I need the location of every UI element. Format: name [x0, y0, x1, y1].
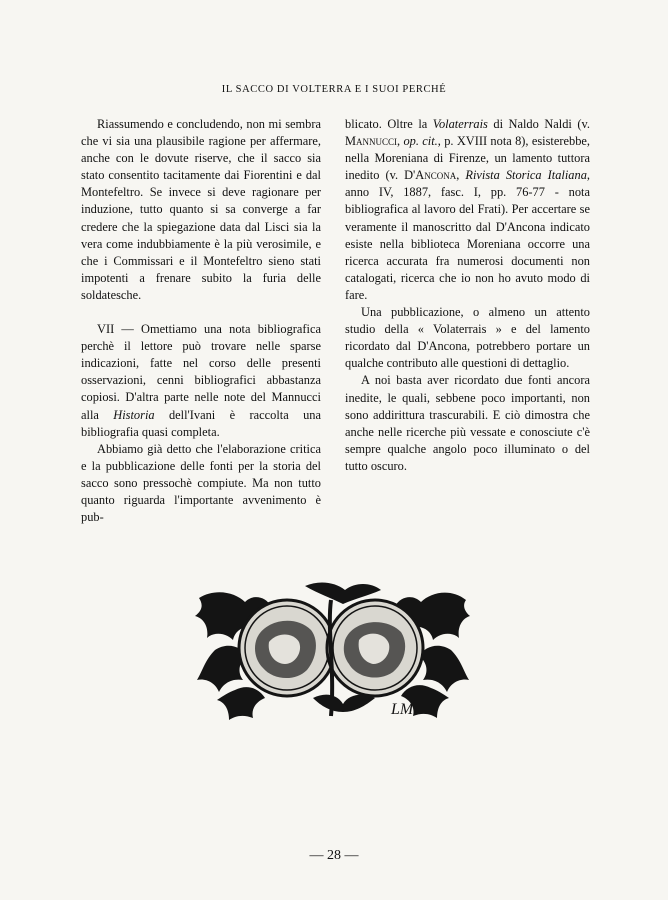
paragraph-bibliography: VII — Omettiamo una nota bibliografica perchè il lettore può trovare nelle sparse indicazioni, fatte nel corso delle presenti osservazioni, cenni bibliografici abbastanza copiosi. D'altra parte nelle note del Mannucci alla Historia dell'Ivani è raccolta una bibliografia quasi completa. [81, 322, 322, 439]
artist-monogram: LM [391, 701, 414, 718]
paragraph-conclusion: Riassumendo e concludendo, non mi sembra che vi sia una plausibile ragione per affermare, anche con le dovute riserve, che il sacco sia stato consentito tacitamente dai Fiorentini e dal Montefeltro. Se invece si deve ragionare per induzione, tutto quanto si sa converge a far credere che la spiegazione data dal Lisci sia la vera come indubbiamente è la più verosimile, e che i Commissari e il Montefeltro sieno stati impotenti a frenare subito la furia delle soldatesche. [81, 117, 321, 302]
paragraph-closing: A noi basta aver ricordato due fonti ancora inedite, le quali, sebbene poco importanti, non sono addirittura trascurabili. E ciò dimostra che anche nelle ricerche più vessate e conosciute c'è sempre qualche angolo poco illuminato o del tutto oscuro. [345, 373, 590, 473]
paragraph-publication: Una pubblicazione, o almeno un attento studio della « Volaterrais » e del lamento ricordato dal D'Ancona, potrebbero portare un qualche contributo alle questioni di dettaglio. [345, 305, 590, 371]
paragraph-volaterrais: blicato. Oltre la Volaterrais di Naldo Naldi (v. Mannucci, op. cit., p. XVIII nota 8), esisterebbe, nella Moreniana di Firenze, un lamento tuttora inedito (v. D'Ancona, Rivista Storica Italiana, anno IV, 1887, fasc. I, pp. 76-77 - nota bibliografica al lavoro del Frati). Per accertare se veramente il manoscritto dal D'Ancona indicato esiste nella biblioteca Moreniana occorre una ricerca accurata fra numerosi documenti non catalogati, ricerca che io non ho avuto modo di fare. [345, 117, 590, 302]
running-title: IL SACCO DI VOLTERRA E I SUOI PERCHÉ [221, 84, 447, 95]
oak-leaves-coins-vignette-icon [195, 580, 470, 720]
left-column [81, 116, 321, 526]
right-column [345, 116, 590, 475]
page-number: — 28 — [309, 848, 359, 863]
paragraph-sources: Abbiamo già detto che l'elaborazione critica e la pubblicazione delle fonti per la storia del sacco sono pressochè compiute. Ma non tutto quanto riguarda l'importante avvenimento è pub- [81, 441, 321, 525]
